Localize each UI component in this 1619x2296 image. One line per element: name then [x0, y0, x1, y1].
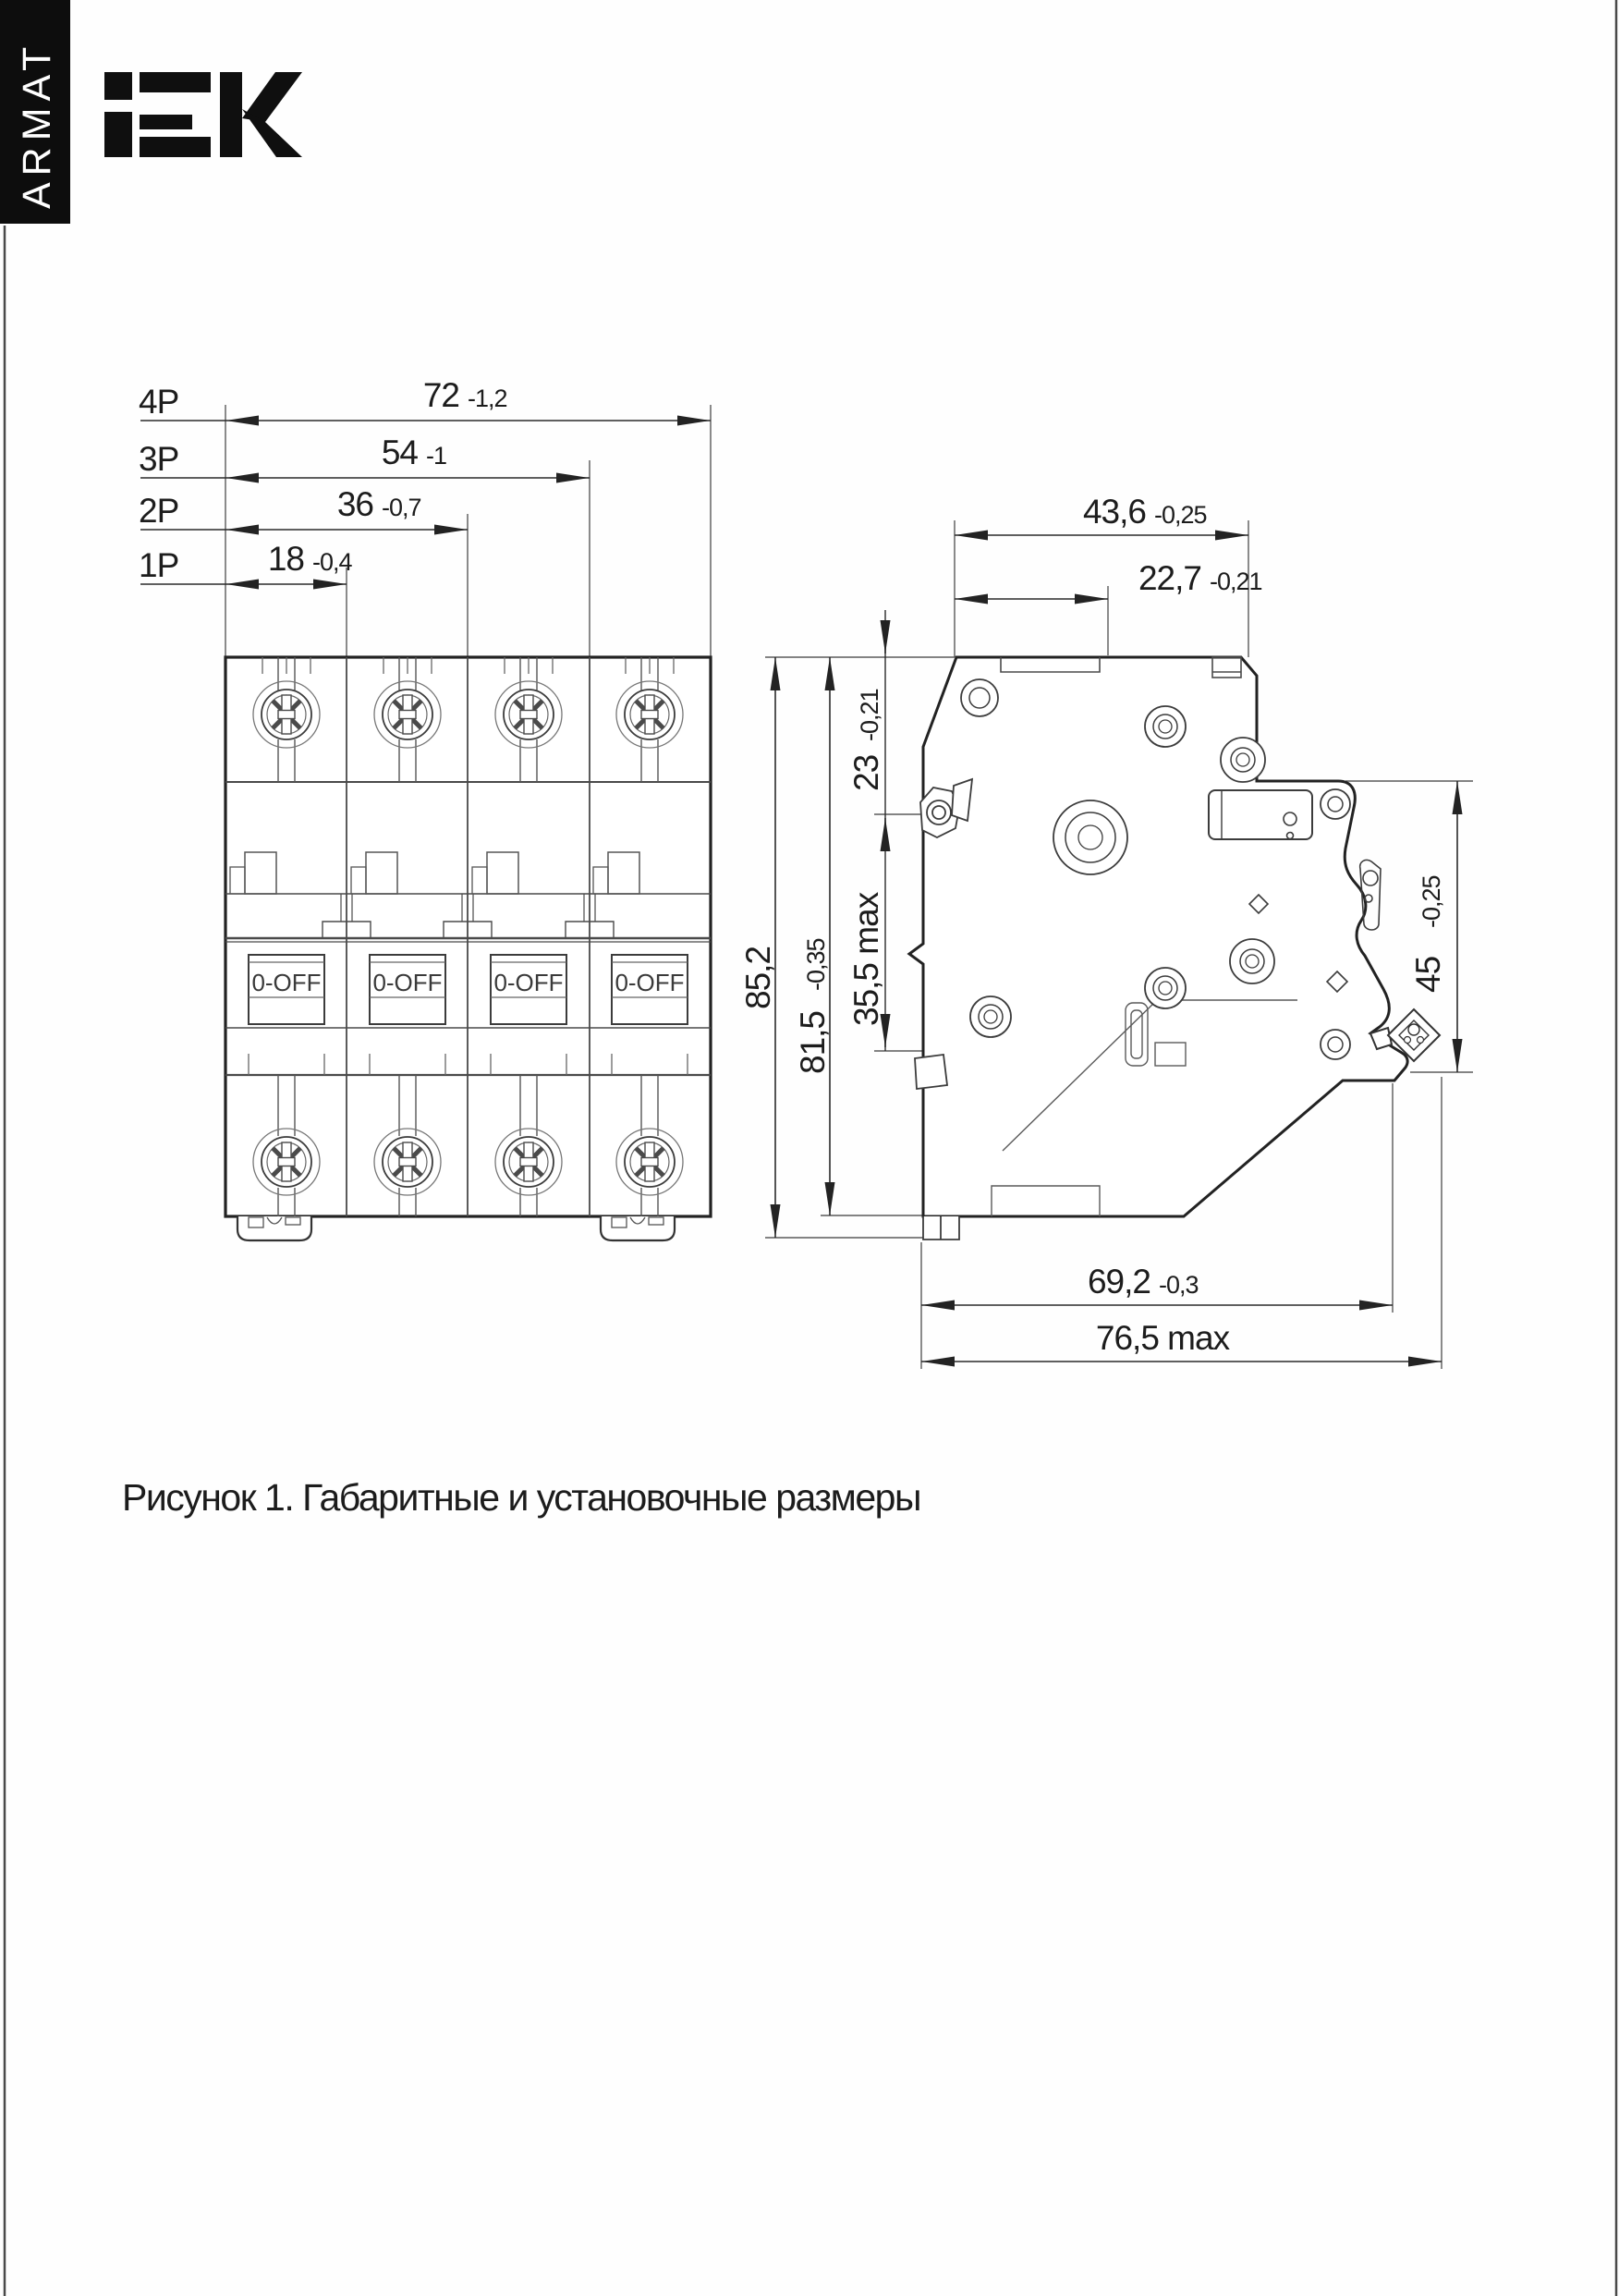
pole-count-label: 4P: [139, 383, 179, 421]
dim-tolerance: -0,35: [802, 938, 830, 991]
side-dim-height-body: [794, 657, 832, 1215]
side-dim-width-top: [955, 493, 1248, 535]
dim-tolerance: -0,21: [856, 689, 883, 741]
screw-terminal-icon: [616, 681, 683, 748]
screw-boss-icon: [1230, 939, 1274, 983]
din-clip-tab: [237, 1216, 311, 1240]
dim-value: 85,2: [739, 946, 777, 1010]
series-label: ARMAT: [15, 40, 59, 209]
screw-terminal-icon: [253, 1129, 320, 1195]
front-dim-2p: [139, 485, 468, 530]
dim-tolerance: -0,7: [382, 494, 421, 521]
handle-label: 0-OFF: [251, 969, 322, 996]
screw-terminal-icon: [495, 681, 562, 748]
toggle-handle: [1209, 790, 1312, 839]
screw-boss-icon: [961, 679, 998, 716]
front-dim-4p: [139, 376, 711, 421]
dim-value: 54: [381, 434, 418, 471]
handle-label: 0-OFF: [493, 969, 564, 996]
dim-tolerance: -1,2: [468, 385, 507, 412]
screw-boss-icon: [1145, 706, 1186, 747]
front-dim-3p: [139, 434, 590, 478]
side-dim-depth-max: [921, 1319, 1442, 1362]
dim-tolerance: -0,25: [1154, 501, 1207, 529]
dim-value: 22,7: [1138, 559, 1201, 597]
dim-value: 45: [1409, 956, 1447, 993]
screw-boss-icon: [970, 996, 1011, 1037]
dim-tolerance: -0,4: [312, 548, 352, 576]
screw-boss-icon: [1053, 800, 1127, 874]
dim-value: 35,5 max: [847, 892, 885, 1026]
handle-label: 0-OFF: [615, 969, 685, 996]
front-view: [139, 376, 711, 1240]
screw-terminal-icon: [616, 1129, 683, 1195]
side-dim-height-total: [739, 657, 777, 1238]
screw-boss-icon: [1321, 1030, 1350, 1059]
iek-logo-icon: [104, 72, 302, 157]
dim-value: 81,5: [794, 1010, 832, 1074]
screw-terminal-icon: [253, 681, 320, 748]
dim-value: 76,5 max: [1095, 1319, 1230, 1357]
dim-value: 69,2: [1087, 1263, 1150, 1301]
screw-boss-icon: [1321, 789, 1350, 819]
front-dim-1p: [139, 540, 353, 584]
dim-value: 43,6: [1082, 493, 1146, 531]
din-clip-tab: [601, 1216, 675, 1240]
brand-sidebar: [0, 0, 70, 224]
dim-value: 36: [336, 485, 373, 523]
dim-value: 72: [422, 376, 459, 414]
handle-label: 0-OFF: [372, 969, 443, 996]
dim-tolerance: -1: [426, 442, 447, 470]
front-extension-lines: [225, 405, 711, 657]
side-view: [739, 493, 1473, 1369]
side-dim-height-lower: [847, 891, 885, 1047]
dim-tolerance: -0,25: [1418, 875, 1445, 928]
screw-terminal-icon: [374, 681, 441, 748]
screw-boss-icon: [1221, 738, 1265, 782]
figure-caption: Рисунок 1. Габаритные и установочные размеры: [122, 1476, 920, 1519]
pole-count-label: 1P: [139, 546, 179, 584]
dim-value: 18: [267, 540, 304, 578]
dim-tolerance: -0,21: [1210, 568, 1262, 595]
screw-boss-icon: [1145, 968, 1186, 1008]
side-dim-depth-body: [921, 1263, 1393, 1305]
screw-terminal-icon: [374, 1129, 441, 1195]
dim-tolerance: -0,3: [1159, 1271, 1199, 1299]
dim-value: 23: [847, 754, 885, 791]
screw-terminal-icon: [495, 1129, 562, 1195]
pole-count-label: 2P: [139, 492, 179, 530]
pole-count-label: 3P: [139, 440, 179, 478]
